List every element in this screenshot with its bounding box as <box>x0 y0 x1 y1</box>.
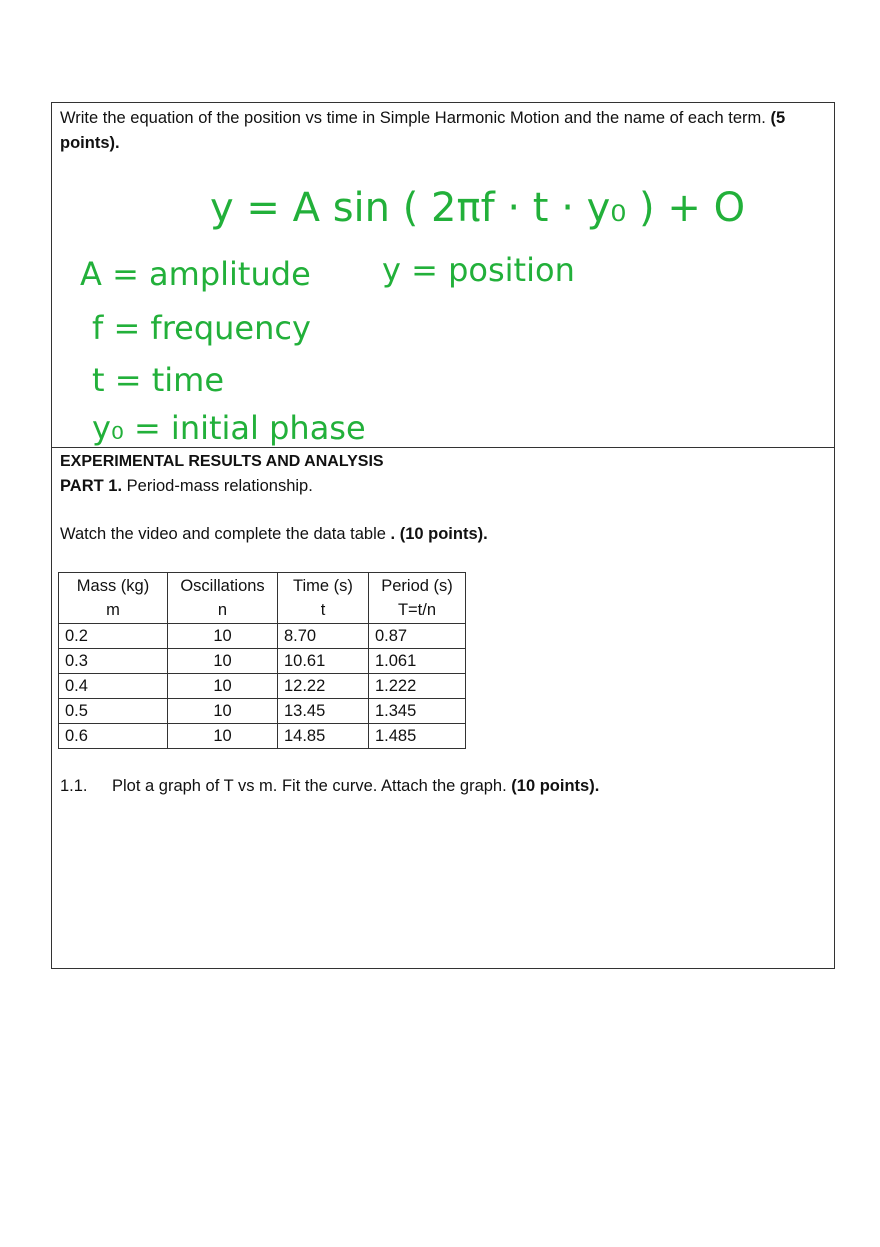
table-instruction <box>60 522 488 546</box>
part-label: PART 1. <box>60 477 123 495</box>
cell-oscillations: 10 <box>168 649 278 674</box>
cell-period: 1.222 <box>369 674 466 699</box>
plot-item-points: (10 points). <box>511 777 600 795</box>
header-time-label: Time (s) <box>293 577 353 595</box>
header-oscillations-label: Oscillations <box>180 577 265 595</box>
plot-item-number: 1.1. <box>60 777 88 795</box>
cell-time: 12.22 <box>278 674 369 699</box>
part-title <box>60 474 313 498</box>
cell-time: 14.85 <box>278 724 369 749</box>
header-oscillations <box>168 573 278 624</box>
header-period <box>369 573 466 624</box>
handwritten-term-amplitude: A = amplitude <box>80 255 311 293</box>
table-row <box>59 624 466 649</box>
handwritten-term-initial-phase: y₀ = initial phase <box>92 409 366 447</box>
header-time-symbol: t <box>320 601 326 619</box>
cell-oscillations: 10 <box>168 624 278 649</box>
header-mass <box>59 573 168 624</box>
plot-instruction <box>60 774 599 798</box>
cell-period: 1.345 <box>369 699 466 724</box>
header-mass-label: Mass (kg) <box>76 577 150 595</box>
question-body: Write the equation of the position vs time in Simple Harmonic Motion and the name of each term. <box>60 109 766 127</box>
cell-time: 13.45 <box>278 699 369 724</box>
instruction-text: Watch the video and complete the data table <box>60 525 386 543</box>
header-time <box>278 573 369 624</box>
cell-period: 0.87 <box>369 624 466 649</box>
plot-item-text: Plot a graph of T vs m. Fit the curve. Attach the graph. <box>112 777 507 795</box>
instruction-points: . (10 points). <box>390 525 488 543</box>
table-row <box>59 724 466 749</box>
data-table <box>58 572 466 749</box>
header-mass-symbol: m <box>106 601 120 619</box>
cell-mass: 0.3 <box>59 649 168 674</box>
handwritten-answer <box>52 103 834 447</box>
results-heading: EXPERIMENTAL RESULTS AND ANALYSIS <box>60 453 384 470</box>
cell-mass: 0.2 <box>59 624 168 649</box>
cell-mass: 0.5 <box>59 699 168 724</box>
handwritten-term-time: t = time <box>92 361 224 399</box>
table-row <box>59 699 466 724</box>
handwritten-term-position: y = position <box>382 251 575 289</box>
equation-section <box>52 103 834 448</box>
header-oscillations-symbol: n <box>217 601 228 619</box>
worksheet-frame <box>51 102 835 969</box>
cell-period: 1.061 <box>369 649 466 674</box>
results-section <box>52 448 834 968</box>
cell-oscillations: 10 <box>168 674 278 699</box>
question-points: (5 points). <box>60 109 786 152</box>
handwritten-equation: y = A sin ( 2πf · t · y₀ ) + O <box>210 185 746 231</box>
header-period-label: Period (s) <box>381 577 453 595</box>
part-name: Period-mass relationship. <box>126 477 313 495</box>
cell-time: 10.61 <box>278 649 369 674</box>
handwritten-term-frequency: f = frequency <box>92 309 311 347</box>
cell-oscillations: 10 <box>168 699 278 724</box>
cell-time: 8.70 <box>278 624 369 649</box>
table-header-row <box>59 573 466 624</box>
header-period-symbol: T=t/n <box>397 601 437 619</box>
cell-oscillations: 10 <box>168 724 278 749</box>
cell-mass: 0.6 <box>59 724 168 749</box>
table-row <box>59 674 466 699</box>
cell-mass: 0.4 <box>59 674 168 699</box>
table-row <box>59 649 466 674</box>
cell-period: 1.485 <box>369 724 466 749</box>
